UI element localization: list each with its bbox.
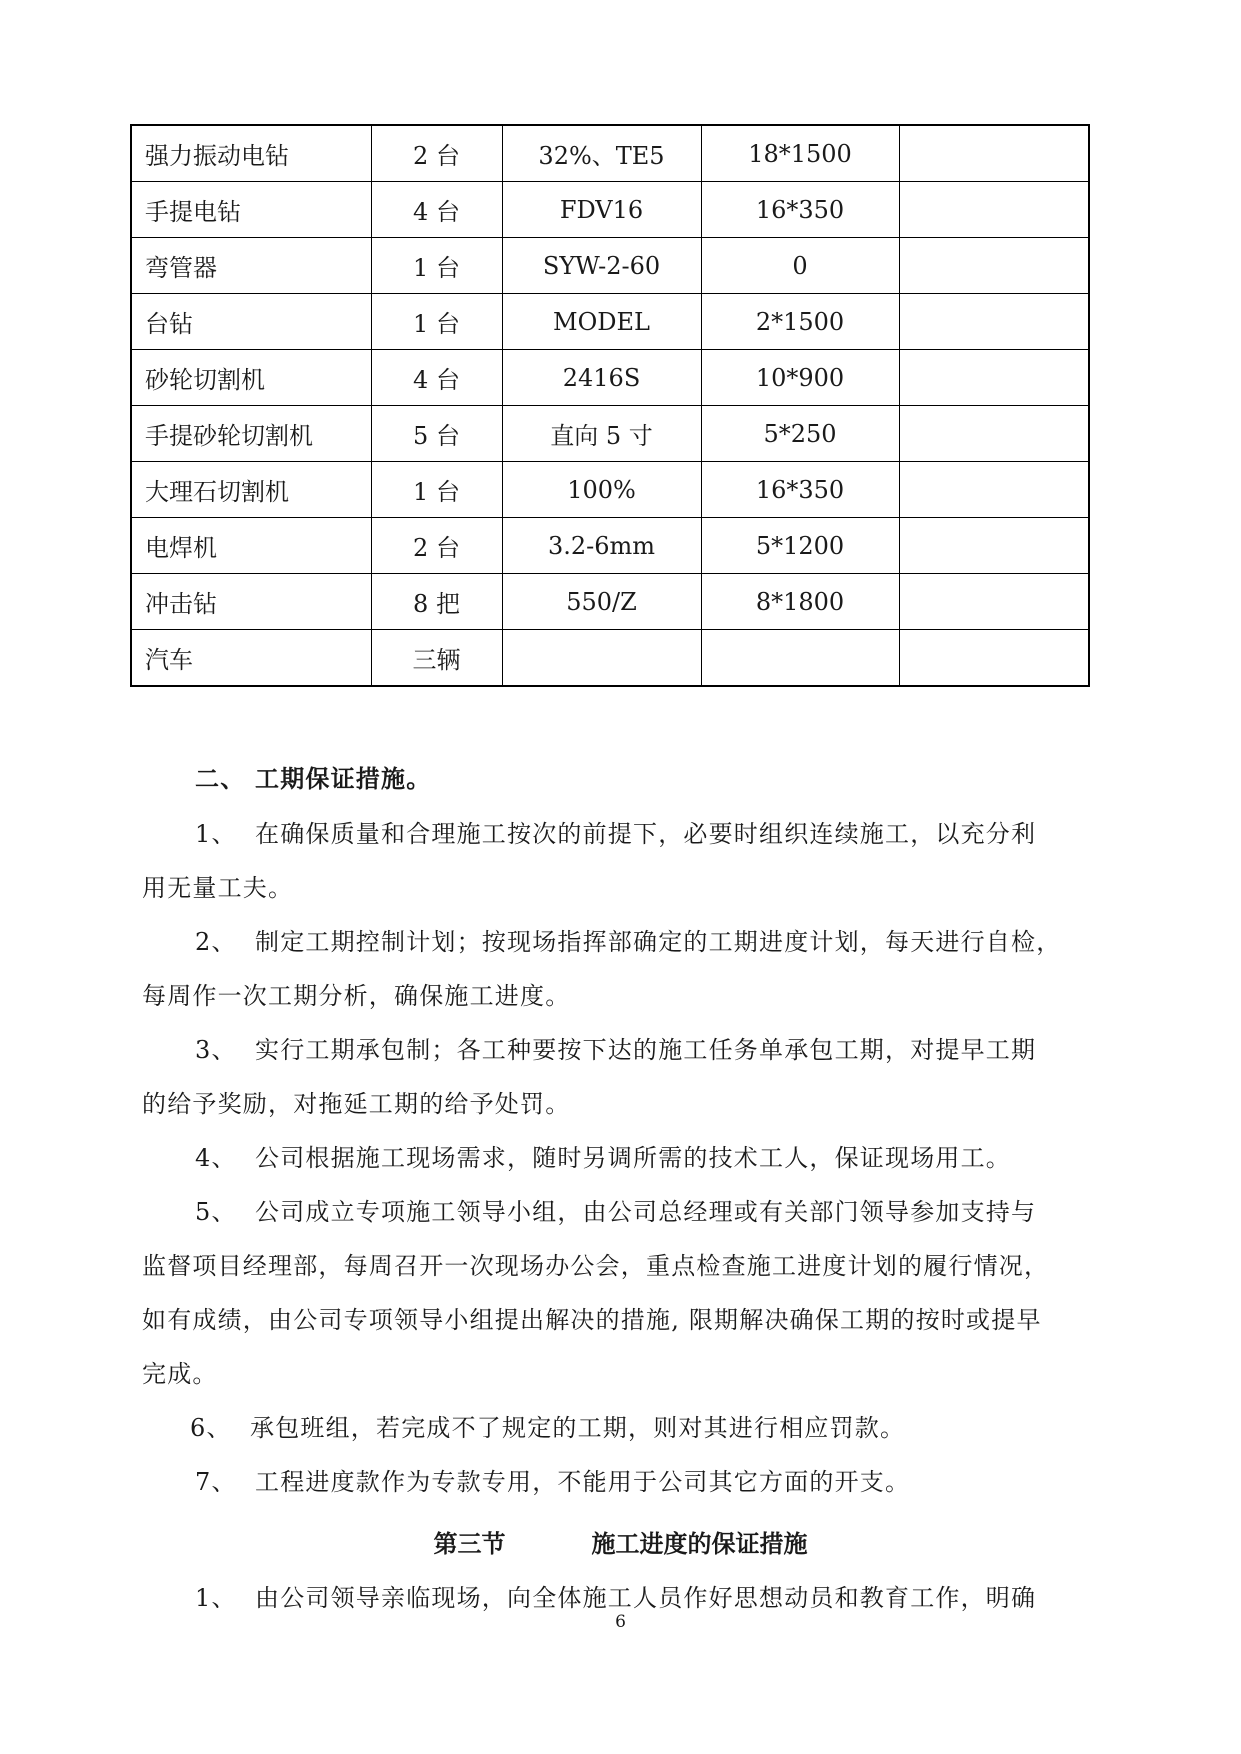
equipment-model: 100% (502, 462, 701, 518)
equipment-power (701, 630, 899, 687)
item-text: 在确保质量和合理施工按次的前提下，必要时组织连续施工，以充分利 (255, 820, 1037, 848)
equipment-model: 直向 5 寸 (502, 406, 701, 462)
item-text-continuation: 如有成绩，由公司专项领导小组提出解决的措施, 限期解决确保工期的按时或提早 (142, 1306, 1042, 1334)
item-number: 4、 (195, 1144, 237, 1172)
list-item (190, 1412, 905, 1444)
list-item (195, 926, 1061, 958)
item-number: 5、 (195, 1198, 237, 1226)
item-text: 制定工期控制计划；按现场指挥部确定的工期进度计划，每天进行自检， (255, 928, 1062, 956)
equipment-power: 2*1500 (701, 294, 899, 350)
item-number: 1、 (195, 1584, 237, 1612)
equipment-power: 0 (701, 238, 899, 294)
equipment-name: 弯管器 (131, 238, 371, 294)
equipment-note (899, 125, 1089, 182)
list-item (195, 1034, 1036, 1066)
equipment-model (502, 630, 701, 687)
item-text-continuation: 完成。 (142, 1360, 218, 1388)
equipment-note (899, 574, 1089, 630)
list-item (195, 818, 1036, 850)
item-number: 2、 (195, 928, 237, 956)
equipment-quantity: 4 台 (371, 350, 502, 406)
equipment-note (899, 406, 1089, 462)
list-item (195, 1196, 1036, 1228)
equipment-name: 电焊机 (131, 518, 371, 574)
section-heading-text: 工期保证措施。 (255, 764, 432, 793)
table-row (131, 182, 1089, 238)
equipment-name: 汽车 (131, 630, 371, 687)
equipment-quantity: 8 把 (371, 574, 502, 630)
equipment-model: 32%、TE5 (502, 125, 701, 182)
table-row (131, 125, 1089, 182)
equipment-note (899, 182, 1089, 238)
equipment-quantity: 1 台 (371, 294, 502, 350)
item-text: 承包班组，若完成不了规定的工期，则对其进行相应罚款。 (250, 1414, 906, 1442)
equipment-quantity: 5 台 (371, 406, 502, 462)
item-number: 7、 (195, 1468, 237, 1496)
list-item (195, 1466, 910, 1498)
table-row (131, 630, 1089, 687)
table-row (131, 518, 1089, 574)
equipment-quantity: 2 台 (371, 125, 502, 182)
equipment-quantity: 2 台 (371, 518, 502, 574)
equipment-note (899, 630, 1089, 687)
equipment-power: 10*900 (701, 350, 899, 406)
item-text-continuation: 每周作一次工期分析，确保施工进度。 (142, 982, 571, 1010)
equipment-power: 5*250 (701, 406, 899, 462)
item-text: 由公司领导亲临现场，向全体施工人员作好思想动员和教育工作，明确 (255, 1584, 1037, 1612)
equipment-name: 砂轮切割机 (131, 350, 371, 406)
equipment-note (899, 238, 1089, 294)
item-text-continuation: 监督项目经理部，每周召开一次现场办公会，重点检查施工进度计划的履行情况， (142, 1252, 1050, 1280)
item-text: 公司根据施工现场需求，随时另调所需的技术工人，保证现场用工。 (255, 1144, 1011, 1172)
equipment-note (899, 350, 1089, 406)
item-text-continuation: 的给予奖励，对拖延工期的给予处罚。 (142, 1090, 571, 1118)
equipment-note (899, 294, 1089, 350)
equipment-model: SYW-2-60 (502, 238, 701, 294)
equipment-power: 5*1200 (701, 518, 899, 574)
equipment-name: 手提砂轮切割机 (131, 406, 371, 462)
item-number: 1、 (195, 820, 237, 848)
list-item (195, 1142, 1011, 1174)
equipment-note (899, 518, 1089, 574)
equipment-quantity: 三辆 (371, 630, 502, 687)
equipment-power: 18*1500 (701, 125, 899, 182)
equipment-power: 8*1800 (701, 574, 899, 630)
item-text: 公司成立专项施工领导小组，由公司总经理或有关部门领导参加支持与 (255, 1198, 1037, 1226)
equipment-table (130, 124, 1090, 687)
item-text-continuation: 用无量工夫。 (142, 874, 294, 902)
equipment-name: 强力振动电钻 (131, 125, 371, 182)
equipment-power: 16*350 (701, 182, 899, 238)
section-title-number: 第三节 (433, 1529, 506, 1558)
item-text: 工程进度款作为专款专用，不能用于公司其它方面的开支。 (255, 1468, 911, 1496)
list-item (195, 1582, 1036, 1614)
section-heading (195, 763, 431, 795)
table-row (131, 406, 1089, 462)
equipment-note (899, 462, 1089, 518)
table-row (131, 238, 1089, 294)
equipment-model: MODEL (502, 294, 701, 350)
item-text: 实行工期承包制；各工种要按下达的施工任务单承包工期，对提早工期 (255, 1036, 1037, 1064)
table-row (131, 574, 1089, 630)
section-title-text: 施工进度的保证措施 (591, 1529, 808, 1558)
equipment-quantity: 1 台 (371, 462, 502, 518)
table-row (131, 462, 1089, 518)
equipment-name: 大理石切割机 (131, 462, 371, 518)
item-number: 3、 (195, 1036, 237, 1064)
table-row (131, 294, 1089, 350)
equipment-name: 冲击钻 (131, 574, 371, 630)
equipment-name: 台钻 (131, 294, 371, 350)
section-heading-number: 二、 (195, 764, 246, 793)
equipment-model: 2416S (502, 350, 701, 406)
page-number: 6 (615, 1612, 626, 1632)
equipment-power: 16*350 (701, 462, 899, 518)
equipment-name: 手提电钻 (131, 182, 371, 238)
item-number: 6、 (190, 1414, 232, 1442)
equipment-quantity: 4 台 (371, 182, 502, 238)
section-title (0, 1528, 1241, 1560)
equipment-model: 3.2-6mm (502, 518, 701, 574)
equipment-model: 550/Z (502, 574, 701, 630)
table-row (131, 350, 1089, 406)
equipment-model: FDV16 (502, 182, 701, 238)
equipment-quantity: 1 台 (371, 238, 502, 294)
